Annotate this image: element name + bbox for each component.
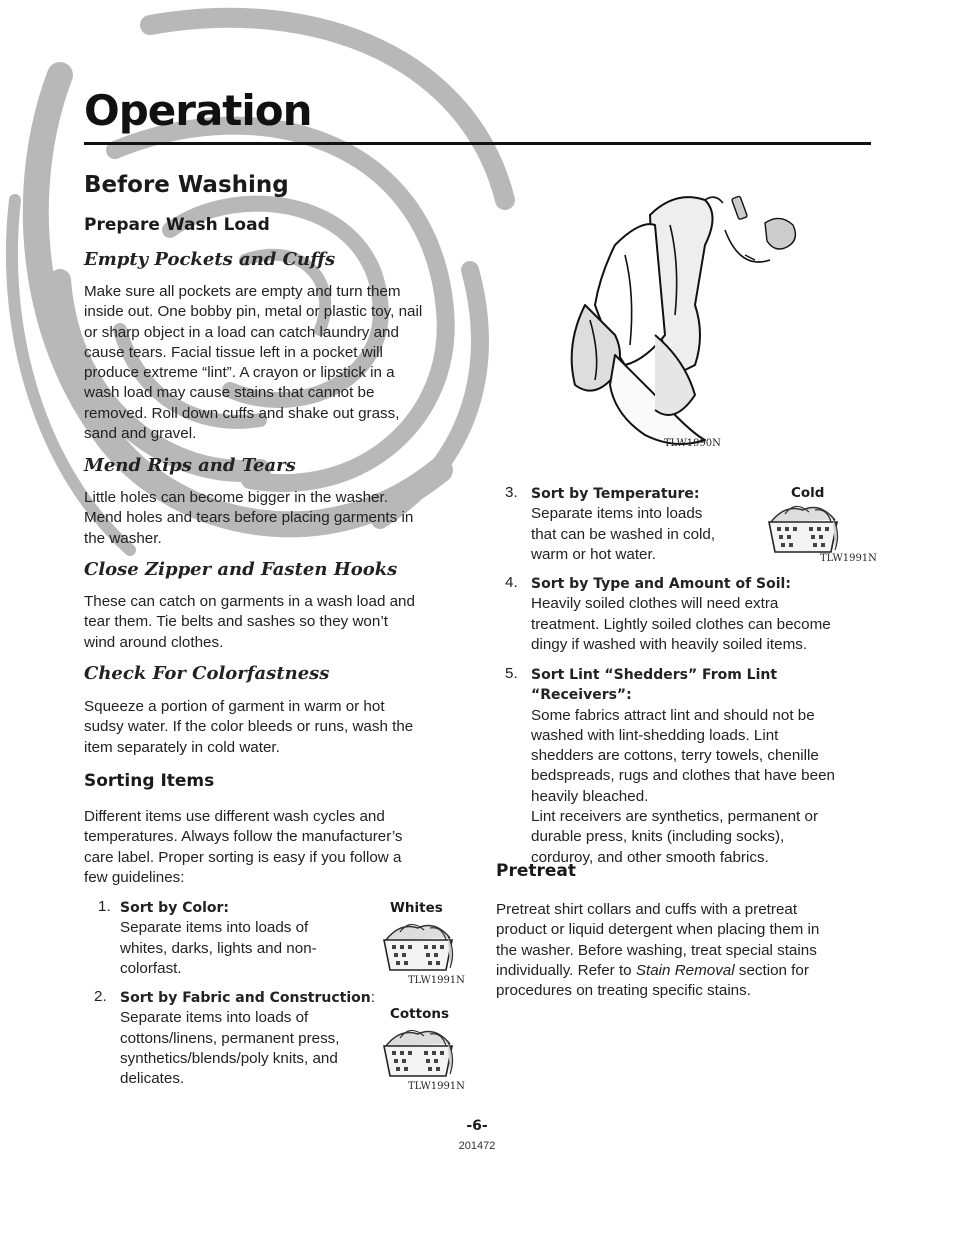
section-title: Before Washing [84, 172, 289, 198]
list-item-sort-by-color: Sort by Color: Separate items into loads of whites, darks, lights and non- colorfast. [120, 900, 317, 977]
basket-label-whites: Whites [390, 900, 443, 916]
document-number: 201472 [458, 1140, 496, 1152]
close-zipper-text: These can catch on garments in a wash load and tear them. Tie belts and sashes so they won’t wind around clothes. [84, 593, 415, 651]
pretreat-text: Pretreat shirt collars and cuffs with a pretreat product or liquid detergent when placing them in the washer. Before washing, treat special stains individually. Refer to Stain Removal section for procedures on treating specific stains. [496, 901, 820, 1000]
list-number: 5. [505, 665, 518, 682]
list-item-sort-by-soil: Sort by Type and Amount of Soil: Heavily soiled clothes will need extra treatment. Lightly soiled clothes can become dingy if washed with heavily soiled items. [531, 576, 831, 653]
list-item-title: Sort Lint “Shedders” From Lint “Receivers”: [531, 667, 778, 704]
list-item-title: Sort by Type and Amount of Soil: [531, 576, 791, 592]
figure-code: TLW1991N [820, 553, 877, 564]
basket-label-cold: Cold [791, 485, 825, 501]
laundry-basket-image [380, 918, 456, 976]
close-zipper-heading: Close Zipper and Fasten Hooks [84, 559, 398, 580]
list-item-sort-by-fabric: Sort by Fabric and Construction: Separate items into loads of cottons/linens, permanent press, synthetics/blends/poly knits, and delicates. [120, 989, 375, 1088]
page-number: -6- [466, 1118, 488, 1134]
shirt-illustration [555, 185, 815, 455]
list-item-title: Sort by Temperature: [531, 486, 700, 502]
laundry-basket-image [380, 1024, 456, 1082]
colorfastness-heading: Check For Colorfastness [84, 663, 330, 684]
mend-rips-text: Little holes can become bigger in the washer. Mend holes and tears before placing garments in the washer. [84, 489, 414, 547]
list-item-title: Sort by Fabric and Construction [120, 990, 371, 1006]
list-number: 4. [505, 574, 518, 591]
sorting-intro-text: Different items use different wash cycles and temperatures. Always follow the manufacturer’s care label. Proper sorting is easy if you follow a few guidelines: [84, 808, 403, 886]
prepare-wash-load-heading: Prepare Wash Load [84, 215, 270, 235]
laundry-basket-image [765, 500, 841, 558]
basket-label-cottons: Cottons [390, 1006, 450, 1022]
list-item-sort-lint: Sort Lint “Shedders” From Lint “Receivers”: Some fabrics attract lint and should not be washed with lint-shedding loads. Lint shedders are cottons, terry towels, chenille bedspreads, rugs and clothes that have been heavily bleached. Lint receivers are synthetics, permanent or durable press, knits (including socks), corduroy, and other smooth fabrics. [531, 667, 835, 866]
empty-pockets-heading: Empty Pockets and Cuffs [84, 249, 336, 270]
empty-pockets-text: Make sure all pockets are empty and turn them inside out. One bobby pin, metal or plastic toy, nail or sharp object in a load can catch laundry and cause tears. Facial tissue left in a pocket will produce extreme “lint”. A crayon or lipstick in a wash load may cause stains that cannot be removed. Roll down cuffs and shake out grass, sand and gravel. [84, 283, 423, 443]
figure-code: TLW1991N [408, 1081, 465, 1092]
mend-rips-heading: Mend Rips and Tears [84, 455, 296, 476]
figure-code: TLW1990N [664, 438, 721, 449]
stain-removal-reference: Stain Removal [635, 961, 735, 979]
pretreat-heading: Pretreat [496, 861, 577, 881]
list-item-title: Sort by Color: [120, 900, 230, 916]
sorting-items-heading: Sorting Items [84, 771, 215, 791]
colorfastness-text: Squeeze a portion of garment in warm or hot sudsy water. If the color bleeds or runs, wash the item separately in cold water. [84, 698, 414, 756]
title-rule [84, 142, 871, 145]
list-number: 2. [94, 988, 107, 1005]
page-title: Operation [84, 86, 312, 135]
list-number: 1. [98, 898, 111, 915]
figure-code: TLW1991N [408, 975, 465, 986]
list-number: 3. [505, 484, 518, 501]
list-item-sort-by-temperature: Sort by Temperature: Separate items into loads that can be washed in cold, warm or hot water. [531, 486, 716, 563]
